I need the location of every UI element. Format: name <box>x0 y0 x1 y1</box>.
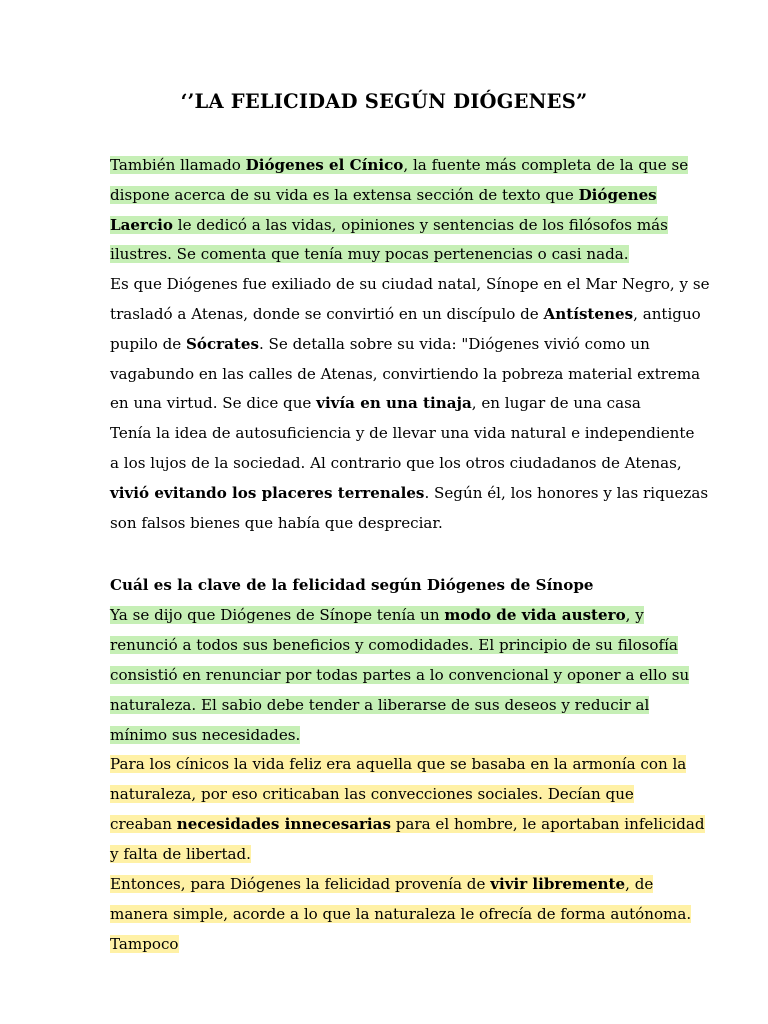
bold-text: vivía en una tinaja <box>316 394 472 413</box>
text-line <box>110 513 443 534</box>
text-line <box>110 483 708 504</box>
text-line <box>110 725 300 746</box>
text-line <box>110 754 686 775</box>
text-segment: para el hombre, le aportaban infelicidad <box>390 815 705 834</box>
highlighted-text <box>110 935 179 953</box>
highlighted-text <box>110 905 691 923</box>
text-segment: Entonces, para Diógenes la felicidad provenía de <box>110 875 491 893</box>
text-segment: dispone acerca de su vida es la extensa sección de texto que <box>110 185 579 204</box>
text-segment: mínimo sus necesidades. <box>110 725 301 744</box>
text-line <box>110 934 179 955</box>
text-line <box>110 784 634 805</box>
text-segment: le dedicó a las vidas, opiniones y sentencias de los filósofos más <box>172 215 668 234</box>
text-line <box>110 393 641 414</box>
section-heading <box>110 575 594 596</box>
highlighted-text <box>110 636 678 654</box>
highlighted-text <box>110 606 644 624</box>
highlighted-text <box>110 245 629 263</box>
line-text <box>110 576 594 594</box>
bold-text: modo de vida austero <box>444 605 626 624</box>
text-segment: naturaleza, por eso criticaban las convecciones sociales. Decían que <box>110 785 634 804</box>
text-segment: naturaleza. El sabio debe tender a liberarse de sus deseos y reducir al <box>110 695 650 714</box>
text-segment: Es que Diógenes fue exiliado de su ciudad natal, Sínope en el Mar Negro, y se <box>110 275 710 294</box>
text-segment: , y <box>625 605 644 624</box>
text-segment: Ya se dijo que Diógenes de Sínope tenía un <box>110 605 445 624</box>
text-segment: , la fuente más completa de la que se <box>403 156 689 174</box>
text-segment: a los lujos de la sociedad. Al contrario que los otros ciudadanos de Atenas, <box>110 454 682 472</box>
text-line <box>110 904 691 925</box>
text-segment: . Se detalla sobre su vida: "Diógenes vivió como un <box>258 334 650 353</box>
text-segment: , de <box>625 875 654 893</box>
bold-text: Diógenes <box>578 185 657 204</box>
bold-text: vivió evitando los placeres terrenales <box>110 483 425 502</box>
highlighted-text <box>110 696 649 714</box>
text-segment: Para los cínicos la vida feliz era aquella que se basaba en la armonía con la <box>110 755 687 774</box>
highlighted-text <box>110 875 653 893</box>
line-text <box>110 484 708 502</box>
text-segment: vagabundo en las calles de Atenas, convirtiendo la pobreza material extrema <box>110 364 701 383</box>
line-text <box>110 514 443 532</box>
text-line <box>110 453 682 474</box>
highlighted-text <box>110 785 634 803</box>
highlighted-text <box>110 666 689 684</box>
text-line <box>110 155 688 176</box>
text-segment: renunció a todos sus beneficios y comodidades. El principio de su filosofía <box>110 635 678 654</box>
text-segment: pupilo de <box>110 334 186 353</box>
highlighted-text <box>110 186 657 204</box>
highlighted-text <box>110 216 668 234</box>
highlighted-text <box>110 726 300 744</box>
text-line <box>110 334 650 355</box>
text-segment: , antiguo <box>633 305 701 323</box>
line-text <box>110 365 700 383</box>
text-segment: consistió en renunciar por todas partes a lo convencional y oponer a ello su <box>110 665 690 684</box>
text-line <box>110 185 657 206</box>
text-line <box>110 364 700 385</box>
bold-text: necesidades innecesarias <box>176 815 391 834</box>
text-line <box>110 665 689 686</box>
bold-text: Cuál es la clave de la felicidad según Diógenes de Sínope <box>110 576 594 594</box>
text-segment: manera simple, acorde a lo que la naturaleza le ofrecía de forma autónoma. <box>110 904 692 923</box>
text-segment: También llamado <box>110 156 246 174</box>
line-text <box>110 454 682 472</box>
bold-text: Sócrates <box>185 334 259 353</box>
text-line <box>110 844 251 865</box>
document-title: ‘’LA FELICIDAD SEGÚN DIÓGENES” <box>180 90 588 113</box>
text-segment: en una virtud. Se dice que <box>110 394 317 413</box>
text-segment: ilustres. Se comenta que tenía muy pocas pertenencias o casi nada. <box>110 245 629 264</box>
text-line <box>110 635 678 656</box>
highlighted-text <box>110 755 686 773</box>
highlighted-text <box>110 156 688 174</box>
bold-text: Laercio <box>110 215 173 234</box>
text-segment: y falta de libertad. <box>110 845 251 864</box>
line-text <box>110 394 641 412</box>
line-text <box>110 275 710 293</box>
text-line <box>110 605 644 626</box>
highlighted-text <box>110 845 251 863</box>
line-text <box>110 424 694 442</box>
text-line <box>110 274 710 295</box>
line-text <box>110 305 701 323</box>
text-line <box>110 874 653 895</box>
bold-text: Antístenes <box>543 305 634 323</box>
text-segment: Tenía la idea de autosuficiencia y de llevar una vida natural e independiente <box>110 424 695 443</box>
text-segment: son falsos bienes que había que despreciar. <box>110 513 443 532</box>
text-line <box>110 244 629 265</box>
text-segment: creaban <box>110 815 177 834</box>
text-segment: Tampoco <box>110 934 179 953</box>
text-segment: . Según él, los honores y las riquezas <box>424 483 709 502</box>
text-line <box>110 304 701 325</box>
bold-text: vivir libremente <box>490 875 626 893</box>
line-text <box>110 335 650 353</box>
bold-text: Diógenes el Cínico <box>245 156 404 174</box>
text-line <box>110 423 694 444</box>
text-segment: , en lugar de una casa <box>471 394 641 413</box>
highlighted-text <box>110 815 705 833</box>
text-segment: trasladó a Atenas, donde se convirtió en un discípulo de <box>110 305 544 323</box>
text-line <box>110 215 668 236</box>
text-line <box>110 695 649 716</box>
text-line <box>110 814 705 835</box>
